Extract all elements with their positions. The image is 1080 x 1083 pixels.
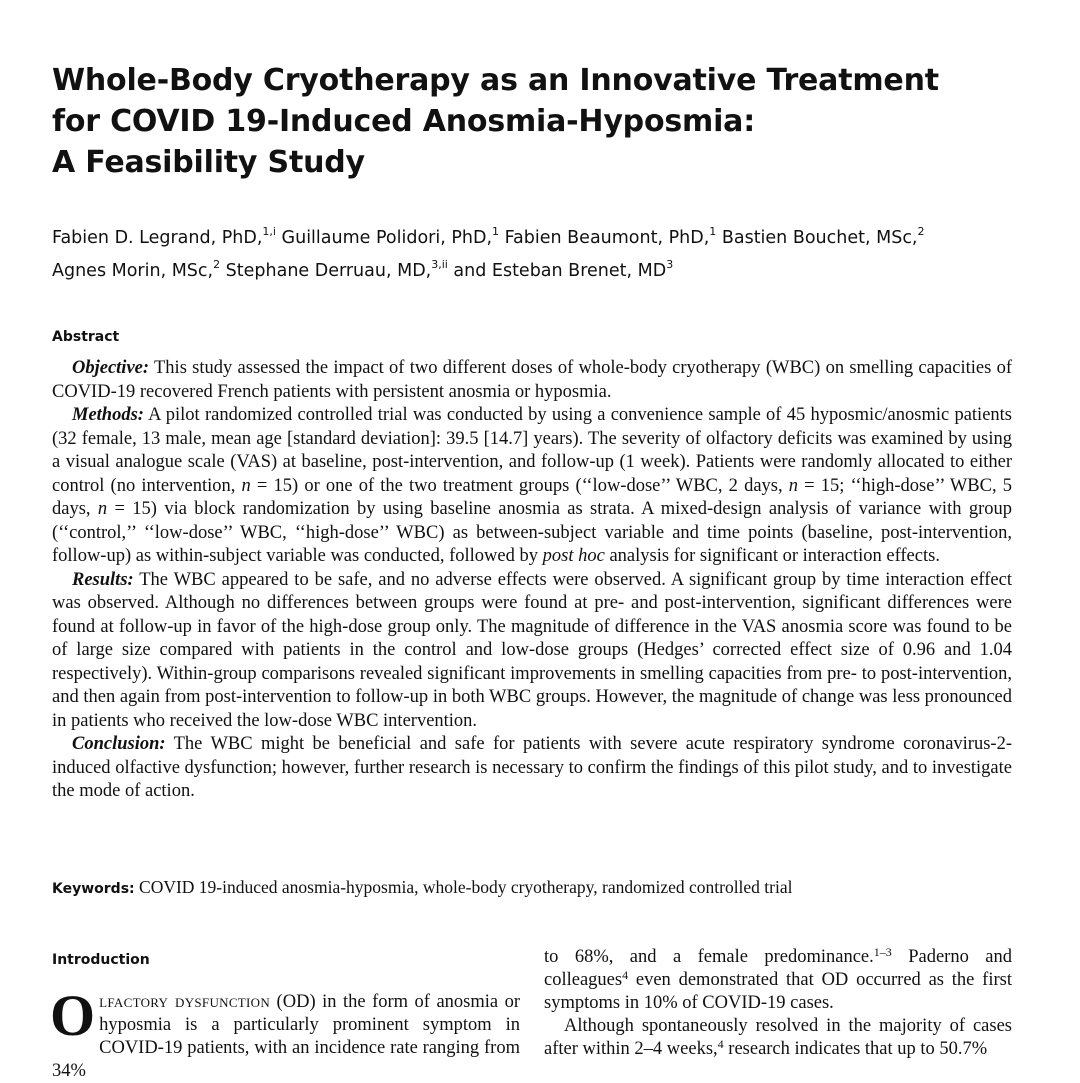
keywords-text: COVID 19-induced anosmia-hyposmia, whole-body cryotherapy, randomized controlled trial [134, 877, 793, 897]
author-brenet: and Esteban Brenet, MD [447, 261, 667, 281]
abstract-objective [52, 357, 1012, 404]
objective-text: This study assessed the impact of two different doses of whole-body cryotherapy (WBC) on smelling capacities of COVID-19 recovered French patients with persistent anosmia or hyposmia. [52, 358, 1012, 402]
methods-text: = 15; ‘‘high-dose’’ WBC, 5 days, [52, 475, 1012, 519]
abstract-body [52, 357, 1012, 804]
n-symbol: n [97, 499, 108, 519]
intro-left-column [50, 983, 521, 1083]
intro-right-text: even demonstrated that OD occurred as the first symptoms in 10% of COVID-19 cases. [544, 970, 1012, 1013]
affiliation-marker: 1,i [262, 225, 276, 238]
intro-right-paragraph-1 [544, 946, 1012, 1015]
intro-small-caps: lfactory dysfunction [99, 992, 271, 1012]
title-line-2: for COVID 19-Induced Anosmia-Hyposmia: [52, 104, 756, 139]
citation-marker: 4 [717, 1037, 724, 1051]
abstract-heading: Abstract [52, 329, 120, 345]
conclusion-text: The WBC might be beneficial and safe for patients with severe acute respiratory syndrome coronavirus-2-induced olfactive dysfunction; however, further research is necessary to confirm the findings of this pilot study, and to investigate the mode of action. [52, 734, 1012, 801]
methods-text: = 15) or one of the two treatment groups (‘‘low-dose’’ WBC, 2 days, [250, 475, 789, 496]
author-derruau: Stephane Derruau, MD, [220, 261, 432, 281]
intro-left-text: (OD) in the form of anosmia or hyposmia is a particularly prominent symptom in COVID-19 patients, with an incidence rate ranging from 34% [52, 992, 521, 1081]
methods-text: analysis for significant or interaction effects. [604, 546, 940, 566]
author-list [52, 222, 1042, 288]
methods-text: A pilot randomized controlled trial was conducted by using a convenience sample of 45 hyposmic/anosmic patients (32 female, 13 male, mean age [standard deviation]: 39.5 [14.7] years). The severity of olfactory deficits was examined by using a visual analogue scale (VAS) at baseline, post-intervention, and follow-up (1 week). Patients were randomly allocated to either control (no intervention, [52, 405, 1012, 496]
title-line-1: Whole-Body Cryotherapy as an Innovative Treatment [52, 63, 939, 98]
keywords-label: Keywords: [52, 881, 135, 897]
intro-right-text: Although spontaneously resolved in the majority of cases after within 2–4 weeks, [544, 1016, 1012, 1059]
n-symbol: n [241, 475, 251, 496]
abstract-methods [52, 404, 1012, 569]
introduction-heading: Introduction [52, 952, 150, 968]
methods-text: = 15) via block randomization by using baseline anosmia as strata. A mixed-design analysis of variance with group (‘‘control,’’ ‘‘low-dose’’ WBC, ‘‘high-dose’’ WBC) as between-subject variable and time points (baseline, post-intervention, follow-up) as within-subject variable was conducted, followed by [52, 499, 1012, 566]
results-label: Results: [72, 569, 134, 590]
keywords [52, 876, 1032, 900]
article-title [52, 60, 1032, 183]
intro-right-column [544, 946, 1012, 1061]
abstract-conclusion [52, 733, 1012, 804]
intro-right-text: to 68%, and a female predominance. [544, 947, 874, 967]
intro-right-paragraph-2 [544, 1015, 1012, 1061]
affiliation-marker: 3 [666, 258, 674, 271]
author-line-1 [52, 222, 1042, 255]
affiliation-marker: 1 [492, 225, 500, 238]
n-symbol: n [788, 475, 799, 496]
methods-label: Methods: [72, 405, 144, 425]
affiliation-marker: 1 [709, 225, 717, 238]
objective-label: Objective: [72, 358, 150, 378]
author-polidori: Guillaume Polidori, PhD, [275, 228, 493, 248]
citation-marker: 4 [622, 968, 629, 982]
conclusion-label: Conclusion: [72, 734, 166, 754]
author-line-2 [52, 255, 1042, 288]
intro-right-text: research indicates that up to 50.7% [723, 1039, 988, 1059]
affiliation-marker: 2 [917, 225, 925, 238]
author-beaumont: Fabien Beaumont, PhD, [499, 228, 710, 248]
title-line-3: A Feasibility Study [52, 145, 365, 180]
post-hoc-term: post hoc [542, 546, 605, 566]
results-text: The WBC appeared to be safe, and no adverse effects were observed. A significant group by time interaction effect was observed. Although no differences between groups were found at pre- and post-intervention, significant differences were found at follow-up in favor of the high-dose group only. The magnitude of difference in the VAS anosmia score was found to be of large size compared with patients in the control and low-dose groups (Hedges’ corrected effect size of 0.96 and 1.04 respectively). Within-group comparisons revealed significant improvements in smelling capacities from pre- to post-intervention, and then again from post-intervention to follow-up in both WBC groups. However, the magnitude of change was less pronounced in patients who received the low-dose WBC intervention. [52, 569, 1012, 731]
author-bouchet: Bastien Bouchet, MSc, [716, 228, 918, 248]
citation-marker: 1–3 [873, 945, 892, 959]
abstract-results [52, 569, 1012, 734]
affiliation-marker: 3,ii [431, 258, 448, 271]
author-morin: Agnes Morin, MSc, [52, 261, 214, 281]
author-legrand: Fabien D. Legrand, PhD, [52, 228, 263, 248]
affiliation-marker: 2 [213, 258, 221, 271]
drop-cap: O [50, 983, 96, 1048]
intro-right-text: Paderno and colleagues [544, 947, 1012, 990]
